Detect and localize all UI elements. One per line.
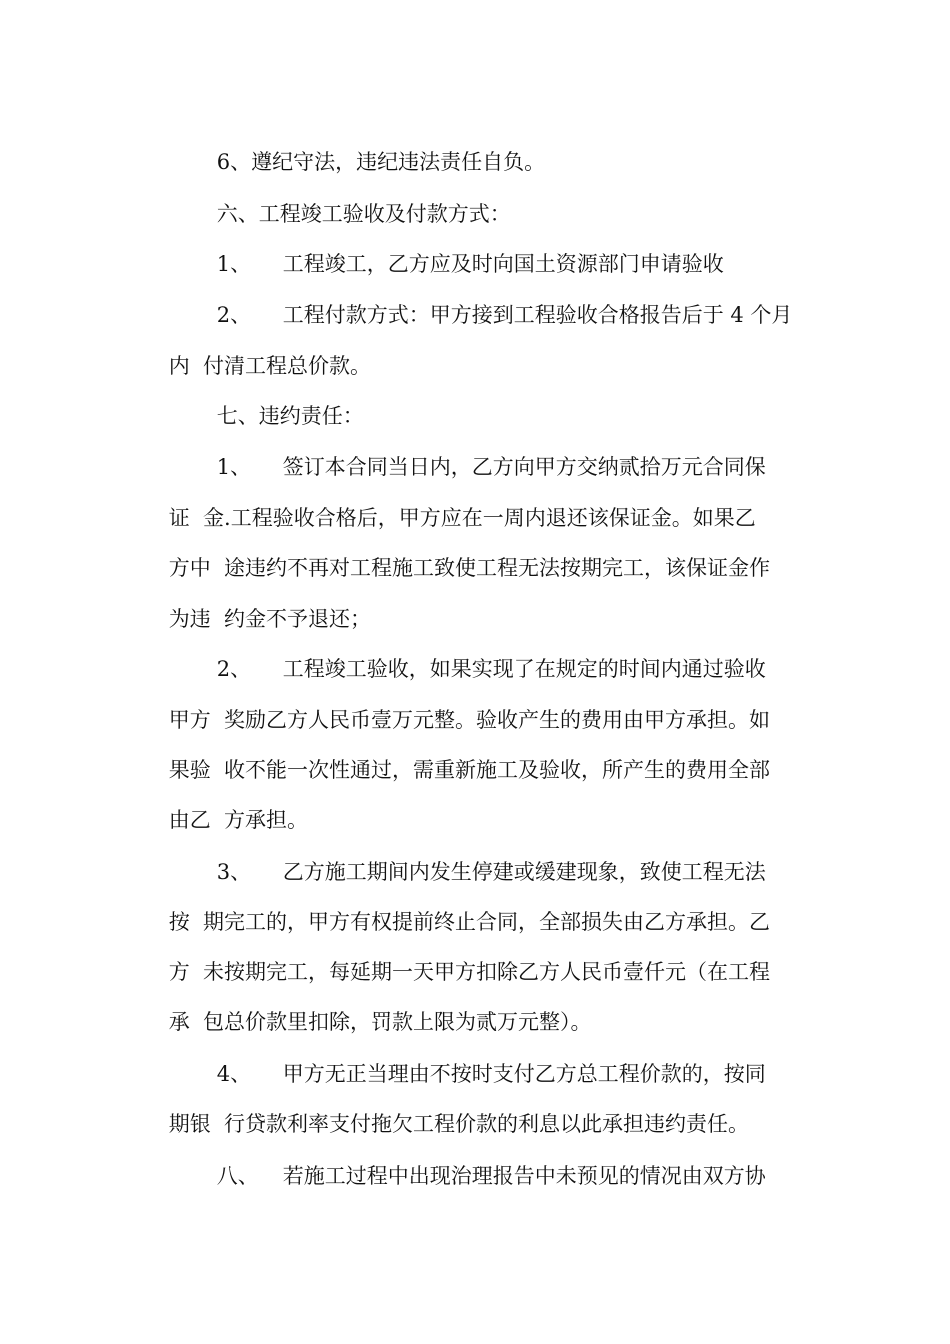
text-line — [142, 766, 822, 832]
line-text: 工程竣工验收，如果实现了在规定的时间内通过验收 — [282, 657, 766, 681]
line-text: 按 期完工的，甲方有权提前终止合同，全部损失由乙方承担。乙 — [168, 910, 771, 934]
text-line — [142, 868, 822, 934]
line-text: 甲方无正当理由不按时支付乙方总工程价款的，按同 — [282, 1062, 766, 1086]
item-number: 2、 — [216, 303, 252, 327]
line-text: 工程竣工，乙方应及时向国土资源部门申请验收 — [282, 252, 724, 276]
line-text: 方 未按期完工，每延期一天甲方扣除乙方人民币壹仟元（在工程 — [168, 960, 771, 984]
line-text: 由乙 方承担。 — [168, 808, 309, 832]
list-item — [190, 1122, 822, 1188]
list-item — [190, 413, 822, 479]
text-line — [142, 464, 822, 530]
list-item — [190, 1020, 822, 1086]
text-line — [142, 312, 822, 378]
item-number: 1、 — [216, 455, 252, 479]
line-text: 甲方 奖励乙方人民币壹万元整。验收产生的费用由甲方承担。如 — [168, 708, 771, 732]
line-text: 工程付款方式：甲方接到工程验收合格报告后于 4 个月 — [282, 303, 793, 327]
text-line — [142, 918, 822, 984]
line-text: 方中 途违约不再对工程施工致使工程无法按期完工，该保证金作 — [168, 556, 771, 580]
line-text: 为违 约金不予退还； — [168, 607, 372, 631]
text-line — [142, 968, 822, 1034]
text-line — [190, 108, 822, 174]
section-heading — [190, 160, 822, 226]
line-text: 内 付清工程总价款。 — [168, 354, 372, 378]
item-number: 4、 — [216, 1062, 252, 1086]
line-text: 承 包总价款里扣除，罚款上限为贰万元整）。 — [168, 1010, 592, 1034]
item-number: 八、 — [216, 1164, 259, 1188]
text-line — [142, 1070, 822, 1136]
line-text: 六、工程竣工验收及付款方式： — [216, 202, 511, 226]
line-text: 6、遵纪守法，违纪违法责任自负。 — [216, 150, 546, 174]
text-line — [142, 514, 822, 580]
line-text: 期银 行贷款利率支付拖欠工程价款的利息以此承担违约责任。 — [168, 1112, 750, 1136]
item-number: 1、 — [216, 252, 252, 276]
line-text: 证 金.工程验收合格后，甲方应在一周内退还该保证金。如果乙 — [168, 506, 756, 530]
line-text: 签订本合同当日内，乙方向甲方交纳贰拾万元合同保 — [282, 455, 766, 479]
line-text: 乙方施工期间内发生停建或缓建现象，致使工程无法 — [282, 860, 766, 884]
line-text: 七、违约责任： — [216, 404, 364, 428]
item-number: 2、 — [216, 657, 252, 681]
text-line — [142, 666, 822, 732]
text-line — [142, 716, 822, 782]
list-item — [190, 818, 822, 884]
line-text: 果验 收不能一次性通过，需重新施工及验收，所产生的费用全部 — [168, 758, 771, 782]
list-item — [190, 615, 822, 681]
section-heading — [190, 362, 822, 428]
list-item — [190, 261, 822, 327]
text-line — [142, 565, 822, 631]
list-item — [190, 210, 822, 276]
item-number: 3、 — [216, 860, 252, 884]
line-text: 若施工过程中出现治理报告中未预见的情况由双方协 — [282, 1164, 766, 1188]
